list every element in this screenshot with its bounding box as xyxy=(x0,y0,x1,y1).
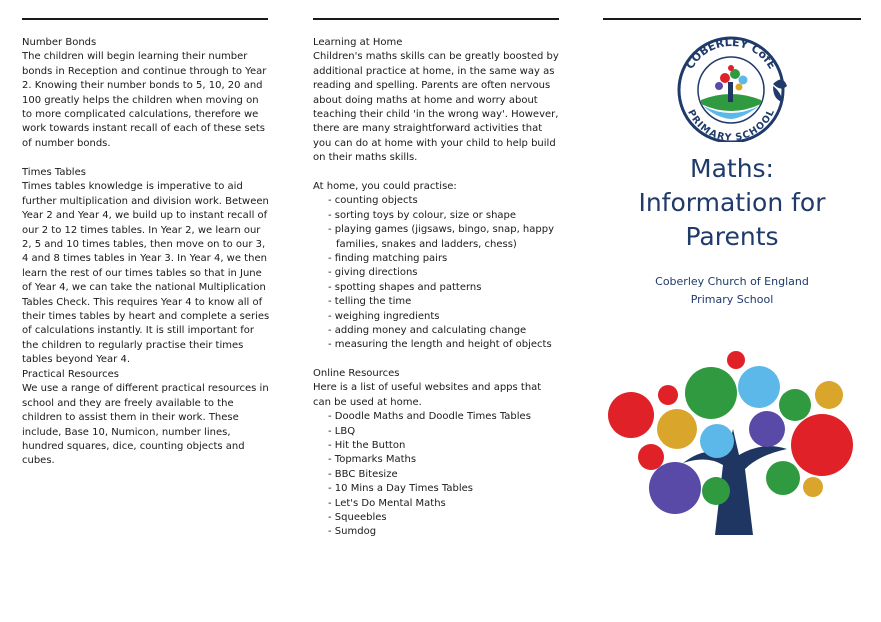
subtitle-line: Coberley Church of England xyxy=(655,275,809,288)
list-item: - Hit the Button xyxy=(313,439,559,453)
list-item: - Let's Do Mental Maths xyxy=(313,497,559,511)
crest-top-text: COBERLEY CofE xyxy=(683,35,779,72)
heading-practical-resources: Practical Resources xyxy=(22,369,119,380)
title-line: Maths: xyxy=(690,154,774,183)
list-item: - playing games (jigsaws, bingo, snap, happy families, snakes and ladders, chess) xyxy=(313,223,559,252)
top-rule-middle xyxy=(313,18,559,20)
practise-list xyxy=(313,194,559,352)
heading-learning-at-home: Learning at Home xyxy=(313,37,403,48)
section-learning-at-home xyxy=(313,36,559,166)
heading-number-bonds: Number Bonds xyxy=(22,37,97,48)
heading-online-resources: Online Resources xyxy=(313,368,400,379)
list-item: - Doodle Maths and Doodle Times Tables xyxy=(313,410,559,424)
section-practical-resources xyxy=(22,368,270,469)
heading-times-tables: Times Tables xyxy=(22,167,86,178)
school-crest-icon xyxy=(673,34,791,142)
top-rule-left xyxy=(22,18,268,20)
section-online-resources xyxy=(313,367,559,540)
list-item: - sorting toys by colour, size or shape xyxy=(313,209,559,223)
list-item: - counting objects xyxy=(313,194,559,208)
section-practise-list xyxy=(313,180,559,353)
dotted-tree-icon xyxy=(603,345,861,545)
title-line: Parents xyxy=(685,222,779,251)
crest-bottom-text: PRIMARY SCHOOL xyxy=(685,107,777,142)
page-subtitle xyxy=(603,273,861,309)
section-times-tables xyxy=(22,166,270,368)
online-intro: Here is a list of useful websites and apps that can be used at home. xyxy=(313,382,542,408)
title-line: Information for xyxy=(638,188,826,217)
top-rule-right xyxy=(603,18,861,20)
list-item: - 10 Mins a Day Times Tables xyxy=(313,482,559,496)
list-item: - Squeebles xyxy=(313,511,559,525)
page-title xyxy=(603,152,861,254)
body-learning-at-home: Children's maths skills can be greatly boosted by additional practice at home, in the same way as reading and spelling. Parents are often nervous about doing maths at home and worry about teaching their child 'in the wrong way'. However, there are many straightforward activities that you can do at home with your child to help build on their maths skills. xyxy=(313,51,559,164)
list-item: - weighing ingredients xyxy=(313,310,559,324)
list-item: - LBQ xyxy=(313,425,559,439)
list-item: - adding money and calculating change xyxy=(313,324,559,338)
body-number-bonds: The children will begin learning their number bonds in Reception and continue through to Year 2. Knowing their number bonds to 5, 10, 20 and 100 greatly helps the children when moving on to more complicated calculations, therefore we work towards instant recall of each of these sets of number bonds. xyxy=(22,51,267,149)
online-list xyxy=(313,410,559,540)
list-item: - BBC Bitesize xyxy=(313,468,559,482)
subtitle-line: Primary School xyxy=(690,293,774,306)
practise-intro: At home, you could practise: xyxy=(313,181,457,192)
body-practical-resources: We use a range of different practical resources in school and they are freely available to the children to assist them in their work. These include, Base 10, Numicon, number lines, hundred squares, dice, counting objects and cubes. xyxy=(22,383,269,467)
list-item: - giving directions xyxy=(313,266,559,280)
list-item: - spotting shapes and patterns xyxy=(313,281,559,295)
list-item: - Sumdog xyxy=(313,525,559,539)
body-times-tables: Times tables knowledge is imperative to aid further multiplication and division work. Between Year 2 and Year 4, we build up to instant recall of our 2 to 12 times tables. In Year 2, we learn our 2, 5 and 10 times tables, then move on to our 3, 4 and 8 times tables in Year 3. In Year 4, we then learn the rest of our times tables so that in June of Year 4, we can take the national Multiplication Tables Check. This requires Year 4 to know all of their times tables by heart and complete a series of calculations instantly. It is still important for the children to regularly practise their times tables beyond Year 4. xyxy=(22,181,270,366)
list-item: - finding matching pairs xyxy=(313,252,559,266)
list-item: - telling the time xyxy=(313,295,559,309)
list-item: - Topmarks Maths xyxy=(313,453,559,467)
section-number-bonds xyxy=(22,36,270,151)
list-item: - measuring the length and height of objects xyxy=(313,338,559,352)
